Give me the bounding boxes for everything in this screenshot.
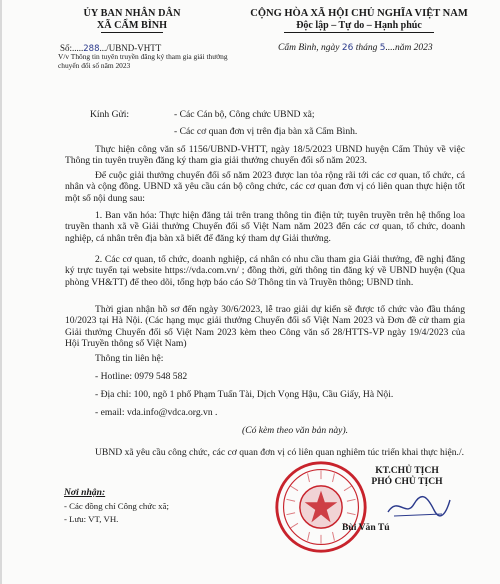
issuing-authority xyxy=(42,8,222,33)
paragraph: Để cuộc giải thưởng chuyển đổi số năm 2023 được lan tỏa rộng rãi tới các cơ quan, tổ chức, cá nhân và cộng đồng. UBND xã yêu cầu cán bộ công chức, các cơ quan đơn vị có liên quan thực hiện tốt một số nội dung sau: xyxy=(65,170,465,204)
paragraph: Thực hiện công văn số 1156/UBND-VHTT, ngày 18/5/2023 UBND huyện Cẩm Thủy về việc Thông tin tuyên truyền đăng ký tham gia giải thưởng chuyển đổi số năm 2023. xyxy=(65,144,465,167)
handwritten-day: 26 xyxy=(341,43,354,53)
handwritten-month: 5 xyxy=(379,43,386,53)
addressee-line: - Các cơ quan đơn vị trên địa bàn xã Cẩm Bình. xyxy=(174,126,358,137)
national-title xyxy=(224,8,494,33)
motto: Độc lập – Tự do – Hạnh phúc xyxy=(296,20,422,31)
document-subject: V/v Thông tin tuyên truyền đăng ký tham gia giải thưởng chuyển đổi số năm 2023 xyxy=(58,52,228,71)
contact-hotline: - Hotline: 0979 548 582 xyxy=(95,371,188,382)
addressee-line: - Các Cán bộ, Công chức UBND xã; xyxy=(174,109,315,120)
authority-name: ỦY BAN NHÂN DÂN xyxy=(83,8,181,19)
commune-name: XÃ CẨM BÌNH xyxy=(96,20,168,31)
recipient-item: - Lưu: VT, VH. xyxy=(64,514,119,524)
motto-underline xyxy=(284,32,434,33)
addressee-label: Kính Gửi: xyxy=(90,109,130,120)
issue-date: Cẩm Bình, ngày 26 tháng 5....năm 2023 xyxy=(278,43,433,53)
contact-address: - Địa chỉ: 100, ngõ 1 phố Phạm Tuấn Tài, Dịch Vọng Hậu, Cầu Giấy, Hà Nội. xyxy=(95,389,394,400)
document-number: Số:.....288.../UBND-VHTT xyxy=(60,43,162,54)
signature-block xyxy=(322,465,492,487)
handwritten-signature-icon xyxy=(384,492,454,520)
signer-title: KT.CHỦ TỊCH xyxy=(375,465,439,476)
recipient-item: - Các đồng chí Công chức xã; xyxy=(64,501,169,511)
handwritten-number: 288 xyxy=(83,44,100,54)
closing-paragraph: UBND xã yêu cầu công chức, các cơ quan đơn vị có liên quan nghiêm túc triển khai thực hiện./. xyxy=(95,447,465,458)
signer-name: Bùi Văn Tú xyxy=(342,522,390,533)
country-name: CỘNG HÒA XÃ HỘI CHỦ NGHĨA VIỆT NAM xyxy=(250,8,468,19)
contact-label: Thông tin liên hệ: xyxy=(95,353,164,364)
signer-position: PHÓ CHỦ TỊCH xyxy=(371,476,443,487)
attachment-note: (Có kèm theo văn bản này). xyxy=(242,425,349,436)
paragraph: 2. Các cơ quan, tổ chức, doanh nghiệp, cá nhân có nhu cầu tham gia Giải thưởng, đề nghị đăng ký trực tuyến tại website https://vda.com.vn/ ; đồng thời, gửi thông tin đăng ký về UBND huyện (Qua phòng VH&TT) để theo dõi, tổng hợp báo cáo Sở Thông tin và Truyền thông; UBND tỉnh. xyxy=(65,254,465,288)
paragraph: 1. Ban văn hóa: Thực hiện đăng tải trên trang thông tin điện tử; tuyên truyền trên hệ thống loa truyền thanh xã về Giải thưởng Chuyển đổi số Việt Nam năm 2023 đến các cơ quan, tổ chức, doanh nghiệp, cá nhân trên địa bàn xã biết để đăng ký tham dự Giải thưởng. xyxy=(65,210,465,244)
authority-underline xyxy=(101,32,163,33)
recipients-label: Nơi nhận: xyxy=(64,487,106,498)
contact-email: - email: vda.info@vdca.org.vn . xyxy=(95,407,218,418)
paragraph: Thời gian nhận hồ sơ đến ngày 30/6/2023, lễ trao giải dự kiến sẽ được tổ chức vào đầu tháng 10/2023 tại Hà Nội. (Các hạng mục giải thưởng Chuyển đổi số Việt Nam 2023 và Đơn đề cử tham gia Giải thưởng Chuyển đổi số Việt Nam 2023 kèm theo Công văn số 28/HTTS-VP ngày 19/4/2023 của Hội Truyền thông số Việt Nam) xyxy=(65,304,465,350)
